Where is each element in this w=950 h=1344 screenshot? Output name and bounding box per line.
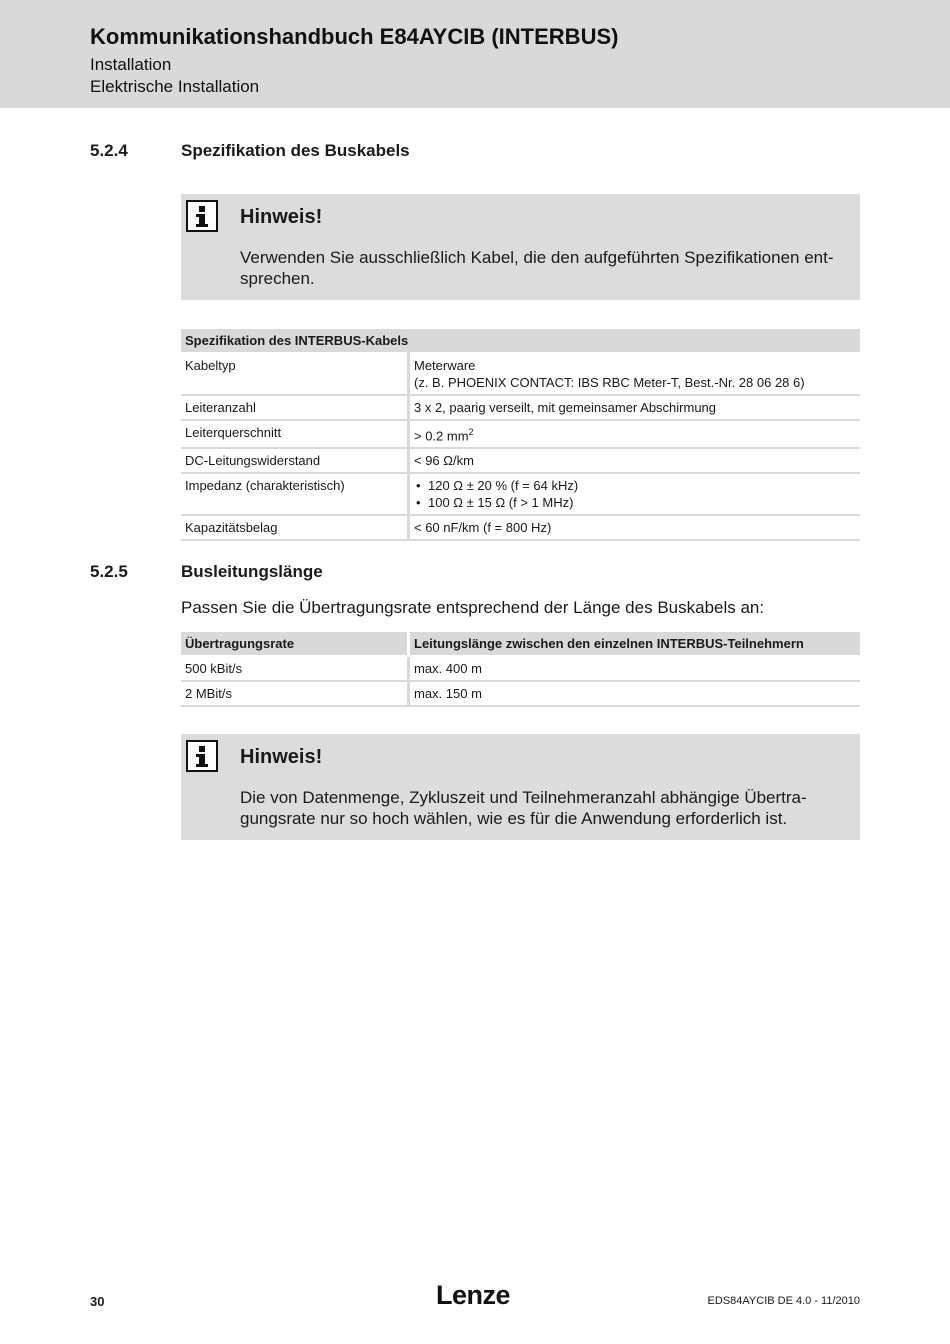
- info-icon: [186, 200, 218, 232]
- row-value-line: (z. B. PHOENIX CONTACT: IBS RBC Meter-T, Best.-Nr. 28 06 28 6): [414, 375, 805, 390]
- table-row: [181, 473, 860, 515]
- note-box: [181, 194, 860, 300]
- bullet-item: • 100 Ω ± 15 Ω (f > 1 MHz): [428, 494, 856, 511]
- info-icon: [186, 740, 218, 772]
- row-label: Impedanz (charakteristisch): [181, 473, 409, 515]
- row-value: [409, 420, 861, 448]
- row-value-text: > 0.2 mm: [414, 428, 469, 444]
- table-row: [181, 681, 860, 706]
- note-text: [240, 787, 830, 829]
- column-header: Übertragungsrate: [181, 632, 409, 656]
- document-id: EDS84AYCIB DE 4.0 - 11/2010: [707, 1295, 860, 1307]
- note-text: [240, 247, 840, 289]
- intro-text: Passen Sie die Übertragungsrate entsprechend der Länge des Buskabels an:: [181, 598, 765, 617]
- rate-cell: 500 kBit/s: [181, 656, 409, 681]
- row-value: [409, 473, 861, 515]
- page-header: [0, 0, 950, 108]
- table-row: [181, 515, 860, 540]
- row-value: < 96 Ω/km: [409, 448, 861, 473]
- note-heading: Hinweis!: [240, 746, 323, 768]
- section-title: Spezifikation des Buskabels: [181, 141, 410, 160]
- rate-table: [181, 632, 860, 707]
- section-number: 5.2.4: [90, 141, 128, 160]
- note-text-content: Die von Datenmenge, Zykluszeit und Teilnehmeranzahl abhängige Übertra-gungsrate nur so hoch wählen, wie es für die Anwendung erforderlich ist.: [240, 788, 807, 828]
- lenze-logo: Lenze: [436, 1280, 511, 1310]
- row-value-line: Meterware: [414, 358, 476, 373]
- length-cell: max. 400 m: [409, 656, 861, 681]
- chapter-label: Installation: [90, 55, 172, 74]
- row-value: 3 x 2, paarig verseilt, mit gemeinsamer Abschirmung: [409, 395, 861, 420]
- length-cell: max. 150 m: [409, 681, 861, 706]
- column-header: Leitungslänge zwischen den einzelnen INTERBUS-Teilnehmern: [409, 632, 861, 656]
- section-title: Busleitungslänge: [181, 562, 323, 581]
- row-label: DC-Leitungswiderstand: [181, 448, 409, 473]
- row-label: Kapazitätsbelag: [181, 515, 409, 540]
- row-label: Leiterquerschnitt: [181, 420, 409, 448]
- page-number: 30: [90, 1294, 105, 1309]
- section-number: 5.2.5: [90, 562, 128, 581]
- bullet-list: [414, 477, 856, 511]
- row-label: Leiteranzahl: [181, 395, 409, 420]
- table-row: [181, 395, 860, 420]
- superscript: 2: [468, 427, 474, 437]
- table-row: [181, 448, 860, 473]
- table-row: [181, 353, 860, 395]
- table-row: [181, 656, 860, 681]
- note-heading: Hinweis!: [240, 206, 323, 228]
- note-box: [181, 734, 860, 840]
- row-value: [409, 353, 861, 395]
- note-text-content: Verwenden Sie ausschließlich Kabel, die den aufgeführten Spezifikationen ent-sprechen.: [240, 248, 834, 288]
- row-value: < 60 nF/km (f = 800 Hz): [409, 515, 861, 540]
- document-title: Kommunikationshandbuch E84AYCIB (INTERBUS): [90, 24, 619, 49]
- subchapter-label: Elektrische Installation: [90, 77, 260, 96]
- rate-cell: 2 MBit/s: [181, 681, 409, 706]
- table-header: Spezifikation des INTERBUS-Kabels: [181, 329, 860, 353]
- cable-spec-table: [181, 329, 860, 541]
- bullet-item: • 120 Ω ± 20 % (f = 64 kHz): [428, 477, 856, 494]
- table-row: [181, 420, 860, 448]
- row-label: Kabeltyp: [181, 353, 409, 395]
